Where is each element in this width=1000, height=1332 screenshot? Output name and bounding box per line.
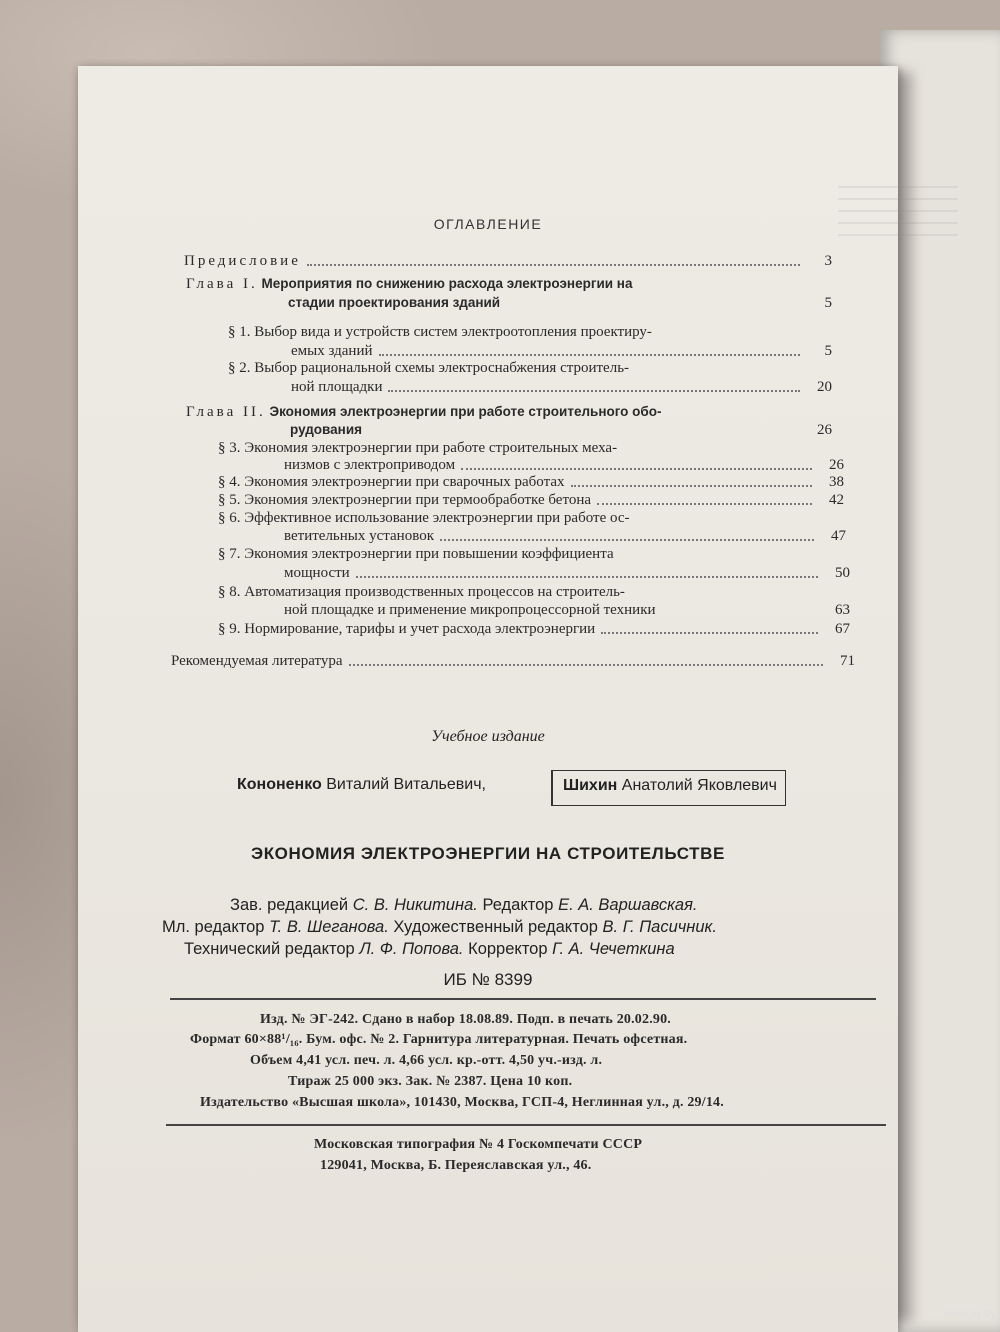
- author-2-framed: [551, 770, 786, 806]
- toc-literature: [171, 652, 855, 670]
- toc-s1-page: 5: [824, 343, 832, 359]
- toc-s8-line2: ной площадке и применение микропроцессорной техники: [284, 602, 656, 618]
- author-1-name: Виталий Витальевич,: [326, 776, 486, 793]
- toc-s6: § 6. Эффективное использование электроэнергии при работе ос-: [218, 510, 630, 526]
- toc-s5-line1: § 5. Экономия электроэнергии при термообработке бетона: [218, 492, 592, 508]
- imprint-line-2: Формат 60×88¹/₁₆. Бум. офс. № 2. Гарнитура литературная. Печать офсетная.: [190, 1032, 688, 1047]
- toc-chapter2-line2: рудования: [290, 422, 363, 437]
- toc-chapter1-line2: стадии проектирования зданий: [288, 295, 501, 310]
- toc-s2-page: 20: [817, 379, 832, 395]
- toc-s6-cont: [284, 527, 846, 545]
- toc-title: ОГЛАВЛЕНИЕ: [433, 216, 543, 232]
- toc-s5: [218, 491, 844, 509]
- toc-chapter1-cont: [288, 294, 832, 312]
- credits-role: Редактор: [482, 896, 554, 914]
- imprint-line-4: Тираж 25 000 экз. Зак. № 2387. Цена 10 коп.: [288, 1074, 573, 1089]
- toc-chapter1-prefix: Глава I.: [186, 276, 258, 292]
- credits-role: Мл. редактор: [162, 918, 265, 936]
- toc-s1: § 1. Выбор вида и устройств систем электроотопления проектиру-: [228, 324, 652, 340]
- toc-chapter2-line1: Экономия электроэнергии при работе строительного обо-: [269, 404, 662, 419]
- author-2-name: Анатолий Яковлевич: [621, 777, 777, 794]
- credits-person: Т. В. Шеганова.: [269, 918, 389, 936]
- toc-chapter2-page: 26: [817, 422, 832, 438]
- toc-s7: § 7. Экономия электроэнергии при повышении коэффициента: [218, 546, 614, 562]
- book-page: [78, 66, 898, 1332]
- toc-s4-line1: § 4. Экономия электроэнергии при сварочных работах: [218, 474, 565, 490]
- credits-line-1: [230, 896, 698, 915]
- divider-bottom: [166, 1124, 886, 1126]
- credits-person: Л. Ф. Попова.: [359, 940, 464, 958]
- divider-top: [170, 998, 876, 1000]
- toc-s7-line2: мощности: [284, 565, 350, 581]
- toc-preface: [184, 252, 832, 270]
- toc-s6-line2: ветительных установок: [284, 528, 434, 544]
- credits-person: С. В. Никитина.: [352, 896, 478, 914]
- toc-s4: [218, 473, 844, 491]
- toc-s3: § 3. Экономия электроэнергии при работе строительных меха-: [218, 440, 618, 456]
- toc-s3-page: 26: [829, 457, 844, 473]
- credits-person: Г. А. Чечеткина: [552, 940, 675, 958]
- toc-s2-cont: [291, 378, 832, 396]
- credits-role: Корректор: [468, 940, 548, 958]
- watermark: www.ay.by: [944, 1308, 996, 1320]
- toc-s3-cont: [284, 456, 844, 474]
- author-2-surname: Шихин: [563, 777, 618, 794]
- toc-s7-page: 50: [835, 565, 850, 581]
- toc-s9-line1: § 9. Нормирование, тарифы и учет расхода электроэнергии: [218, 621, 596, 637]
- book-title: ЭКОНОМИЯ ЭЛЕКТРОЭНЕРГИИ НА СТРОИТЕЛЬСТВЕ: [251, 844, 725, 863]
- toc-chapter1-page: 5: [824, 295, 832, 311]
- credits-role: Технический редактор: [184, 940, 355, 958]
- toc-literature-page: 71: [840, 653, 855, 669]
- imprint-line-3: Объем 4,41 усл. печ. л. 4,66 усл. кр.-отт. 4,50 уч.-изд. л.: [250, 1053, 603, 1068]
- printer-line-1: Московская типография № 4 Госкомпечати СССР: [314, 1137, 643, 1152]
- imprint-line-1: Изд. № ЭГ-242. Сдано в набор 18.08.89. Подп. в печать 20.02.90.: [260, 1012, 672, 1027]
- credits-line-2: [162, 918, 717, 937]
- credits-person: Е. А. Варшавская.: [558, 896, 698, 914]
- toc-preface-page: 3: [824, 253, 832, 269]
- toc-s1-line2: емых зданий: [291, 343, 373, 359]
- printer-line-2: 129041, Москва, Б. Переяславская ул., 46.: [320, 1158, 592, 1173]
- credits-line-3: [184, 940, 675, 959]
- credits-role: Художественный редактор: [393, 918, 598, 936]
- author-1: [237, 776, 486, 794]
- toc-literature-label: Рекомендуемая литература: [171, 653, 343, 669]
- toc-preface-label: Предисловие: [184, 253, 301, 269]
- toc-s9-page: 67: [835, 621, 850, 637]
- toc-chapter1-line1: Мероприятия по снижению расхода электроэнергии на: [261, 276, 633, 291]
- toc-chapter2-prefix: Глава II.: [186, 404, 266, 420]
- toc-s2-line2: ной площадки: [291, 379, 383, 395]
- edition-type: Учебное издание: [431, 728, 545, 745]
- toc-s5-page: 42: [829, 492, 844, 508]
- toc-s8-page: 63: [835, 602, 850, 618]
- toc-chapter2: [186, 403, 662, 421]
- toc-s8: § 8. Автоматизация производственных процессов на строитель-: [218, 584, 625, 600]
- toc-chapter2-cont: [290, 421, 832, 439]
- toc-s3-line2: низмов с электроприводом: [284, 457, 456, 473]
- credits-role: Зав. редакцией: [230, 896, 349, 914]
- ib-number: ИБ № 8399: [443, 970, 533, 989]
- toc-s4-page: 38: [829, 474, 844, 490]
- toc-s6-page: 47: [831, 528, 846, 544]
- toc-chapter1: [186, 275, 632, 293]
- author-1-surname: Кононенко: [237, 776, 322, 793]
- credits-person: В. Г. Пасичник.: [602, 918, 717, 936]
- toc-s8-cont: [284, 601, 850, 619]
- imprint-line-5: Издательство «Высшая школа», 101430, Москва, ГСП-4, Неглинная ул., д. 29/14.: [200, 1095, 724, 1110]
- toc-s1-cont: [291, 342, 832, 360]
- toc-s7-cont: [284, 564, 850, 582]
- toc-s9: [218, 620, 850, 638]
- toc-s2: § 2. Выбор рациональной схемы электроснабжения строитель-: [228, 360, 630, 376]
